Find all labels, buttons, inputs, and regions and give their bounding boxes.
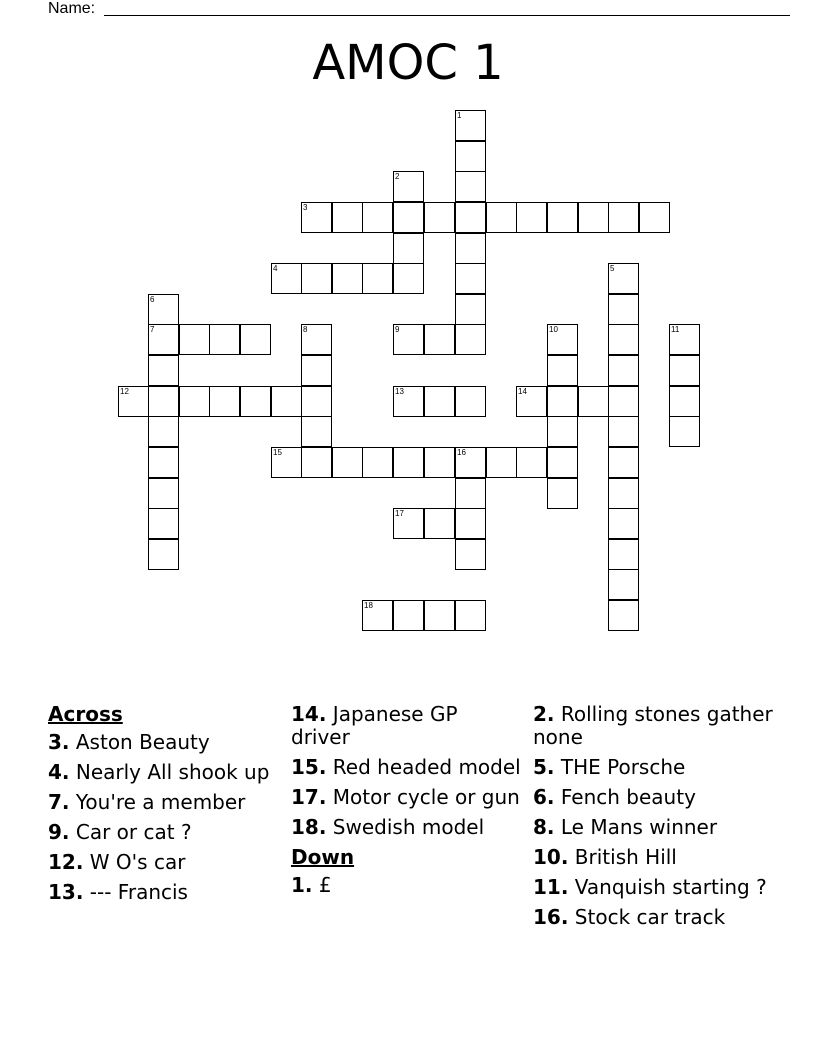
grid-cell[interactable]: [271, 447, 302, 478]
grid-cell[interactable]: [578, 202, 609, 233]
clue-text: Nearly All shook up: [75, 760, 270, 784]
clue-column-2: [291, 703, 521, 904]
cell-number: 17: [395, 509, 404, 518]
clue-item: [533, 756, 773, 779]
grid-cell[interactable]: [455, 324, 486, 355]
clue-item: [48, 851, 278, 874]
grid-cell[interactable]: [608, 202, 639, 233]
grid-cell[interactable]: [393, 263, 424, 294]
grid-cell[interactable]: [455, 263, 486, 294]
clue-number: 4.: [48, 760, 70, 784]
grid-cell[interactable]: [301, 263, 332, 294]
grid-cell[interactable]: [148, 386, 179, 417]
grid-cell[interactable]: [608, 478, 639, 509]
grid-cell[interactable]: [639, 202, 670, 233]
clue-item: [48, 791, 278, 814]
grid-cell[interactable]: [424, 324, 455, 355]
cell-number: 3: [303, 203, 308, 212]
clue-text: Japanese GP driver: [291, 702, 458, 749]
grid-cell[interactable]: [608, 508, 639, 539]
clue-item: [533, 786, 773, 809]
grid-cell[interactable]: [301, 447, 332, 478]
clue-item: [533, 876, 773, 899]
grid-cell[interactable]: [608, 416, 639, 447]
grid-cell[interactable]: [669, 324, 700, 355]
clue-number: 14.: [291, 702, 327, 726]
clue-item: [48, 761, 278, 784]
cell-number: 10: [549, 325, 558, 334]
clue-item: [291, 786, 521, 809]
grid-cell[interactable]: [608, 447, 639, 478]
clue-text: Fench beauty: [560, 785, 696, 809]
grid-cell[interactable]: [301, 386, 332, 417]
name-field[interactable]: [48, 0, 95, 18]
clue-number: 12.: [48, 850, 84, 874]
grid-cell[interactable]: [455, 447, 486, 478]
clue-number: 13.: [48, 880, 84, 904]
grid-cell[interactable]: [301, 355, 332, 386]
cell-number: 9: [395, 325, 400, 334]
cell-number: 8: [303, 325, 308, 334]
cell-number: 5: [610, 264, 615, 273]
grid-cell[interactable]: [240, 386, 271, 417]
clue-text: £: [318, 873, 332, 897]
clue-number: 6.: [533, 785, 555, 809]
across-clue-list: [48, 731, 278, 904]
grid-cell[interactable]: [547, 355, 578, 386]
cell-number: 2: [395, 172, 400, 181]
grid-cell[interactable]: [332, 447, 363, 478]
grid-cell[interactable]: [393, 171, 424, 202]
grid-cell[interactable]: [547, 324, 578, 355]
down-clue-list: [291, 874, 521, 897]
grid-cell[interactable]: [578, 386, 609, 417]
grid-cell[interactable]: [148, 355, 179, 386]
grid-cell[interactable]: [608, 355, 639, 386]
grid-cell[interactable]: [669, 386, 700, 417]
clue-text: W O's car: [89, 850, 186, 874]
cell-number: 1: [457, 111, 462, 120]
grid-cell[interactable]: [455, 478, 486, 509]
grid-cell[interactable]: [608, 324, 639, 355]
clue-item: [533, 703, 773, 749]
grid-cell[interactable]: [362, 447, 393, 478]
grid-cell[interactable]: [455, 386, 486, 417]
grid-cell[interactable]: [669, 416, 700, 447]
grid-cell[interactable]: [486, 447, 517, 478]
clue-text: Motor cycle or gun: [332, 785, 520, 809]
grid-cell[interactable]: [301, 416, 332, 447]
grid-cell[interactable]: [516, 202, 547, 233]
clue-number: 7.: [48, 790, 70, 814]
grid-cell[interactable]: [393, 508, 424, 539]
clue-item: [48, 731, 278, 754]
clue-column-3: [533, 703, 773, 936]
clue-text: You're a member: [75, 790, 246, 814]
clue-text: --- Francis: [89, 880, 188, 904]
grid-cell[interactable]: [148, 416, 179, 447]
clue-item: [48, 881, 278, 904]
grid-cell[interactable]: [547, 478, 578, 509]
grid-cell[interactable]: [424, 508, 455, 539]
grid-cell[interactable]: [271, 263, 302, 294]
cell-number: 15: [273, 448, 282, 457]
grid-cell[interactable]: [393, 600, 424, 631]
clue-text: Swedish model: [332, 815, 485, 839]
grid-cell[interactable]: [455, 233, 486, 264]
grid-cell[interactable]: [271, 386, 302, 417]
grid-cell[interactable]: [393, 233, 424, 264]
clue-text: Red headed model: [332, 755, 521, 779]
grid-cell[interactable]: [455, 294, 486, 325]
cell-number: 13: [395, 387, 404, 396]
grid-cell[interactable]: [332, 202, 363, 233]
grid-cell[interactable]: [179, 386, 210, 417]
clue-number: 18.: [291, 815, 327, 839]
grid-cell[interactable]: [424, 202, 455, 233]
clue-column-1: [48, 703, 278, 911]
grid-cell[interactable]: [455, 600, 486, 631]
cell-number: 16: [457, 448, 466, 457]
clue-text: Vanquish starting ?: [574, 875, 767, 899]
clue-number: 8.: [533, 815, 555, 839]
name-underline: [104, 15, 790, 16]
clue-item: [291, 756, 521, 779]
clue-number: 11.: [533, 875, 569, 899]
clue-text: Le Mans winner: [560, 815, 718, 839]
grid-cell[interactable]: [455, 508, 486, 539]
clue-item: [533, 816, 773, 839]
clue-text: Aston Beauty: [75, 730, 210, 754]
grid-cell[interactable]: [608, 263, 639, 294]
grid-cell[interactable]: [209, 324, 240, 355]
clue-item: [48, 821, 278, 844]
grid-cell[interactable]: [301, 202, 332, 233]
cell-number: 14: [518, 387, 527, 396]
grid-cell[interactable]: [240, 324, 271, 355]
across-clue-list-continued: [291, 703, 521, 839]
grid-cell[interactable]: [547, 416, 578, 447]
grid-cell[interactable]: [608, 294, 639, 325]
grid-cell[interactable]: [608, 569, 639, 600]
grid-cell[interactable]: [608, 386, 639, 417]
grid-cell[interactable]: [424, 386, 455, 417]
grid-cell[interactable]: [148, 539, 179, 570]
grid-cell[interactable]: [362, 263, 393, 294]
grid-cell[interactable]: [547, 202, 578, 233]
clue-item: [291, 874, 521, 897]
clue-number: 5.: [533, 755, 555, 779]
cell-number: 4: [273, 264, 278, 273]
grid-cell[interactable]: [516, 386, 547, 417]
cell-number: 6: [150, 295, 155, 304]
grid-cell[interactable]: [148, 508, 179, 539]
grid-cell[interactable]: [424, 600, 455, 631]
clue-text: Stock car track: [574, 905, 726, 929]
grid-cell[interactable]: [393, 447, 424, 478]
grid-cell[interactable]: [393, 202, 424, 233]
cell-number: 18: [364, 601, 373, 610]
grid-cell[interactable]: [148, 294, 179, 325]
grid-cell[interactable]: [362, 600, 393, 631]
clue-number: 3.: [48, 730, 70, 754]
down-clue-list-continued: [533, 703, 773, 929]
clue-item: [291, 816, 521, 839]
grid-cell[interactable]: [516, 447, 547, 478]
cell-number: 12: [120, 387, 129, 396]
down-heading: Down: [291, 845, 355, 869]
clue-number: 2.: [533, 702, 555, 726]
clue-number: 10.: [533, 845, 569, 869]
grid-cell[interactable]: [209, 386, 240, 417]
clue-text: THE Porsche: [560, 755, 686, 779]
clue-number: 17.: [291, 785, 327, 809]
across-heading: Across: [48, 702, 123, 726]
grid-cell[interactable]: [148, 324, 179, 355]
clue-item: [533, 846, 773, 869]
grid-cell[interactable]: [547, 386, 578, 417]
grid-cell[interactable]: [393, 324, 424, 355]
clue-number: 9.: [48, 820, 70, 844]
grid-cell[interactable]: [424, 447, 455, 478]
grid-cell[interactable]: [608, 600, 639, 631]
clue-number: 16.: [533, 905, 569, 929]
clue-text: Rolling stones gather none: [533, 702, 773, 749]
grid-cell[interactable]: [455, 110, 486, 141]
name-label: Name:: [48, 0, 96, 17]
cell-number: 7: [150, 325, 155, 334]
grid-cell[interactable]: [455, 539, 486, 570]
grid-cell[interactable]: [547, 447, 578, 478]
grid-cell[interactable]: [148, 478, 179, 509]
grid-cell[interactable]: [301, 324, 332, 355]
grid-cell[interactable]: [148, 447, 179, 478]
grid-cell[interactable]: [455, 202, 486, 233]
grid-cell[interactable]: [362, 202, 393, 233]
puzzle-title: AMOC 1: [312, 35, 504, 91]
grid-cell[interactable]: [179, 324, 210, 355]
grid-cell[interactable]: [332, 263, 363, 294]
cell-number: 11: [671, 325, 680, 334]
grid-cell[interactable]: [393, 386, 424, 417]
grid-cell[interactable]: [118, 386, 149, 417]
grid-cell[interactable]: [455, 171, 486, 202]
clue-number: 1.: [291, 873, 313, 897]
clue-text: Car or cat ?: [75, 820, 192, 844]
clue-text: British Hill: [574, 845, 677, 869]
grid-cell[interactable]: [455, 141, 486, 172]
grid-cell[interactable]: [486, 202, 517, 233]
clue-number: 15.: [291, 755, 327, 779]
grid-cell[interactable]: [608, 539, 639, 570]
grid-cell[interactable]: [669, 355, 700, 386]
clue-item: [291, 703, 521, 749]
clue-item: [533, 906, 773, 929]
